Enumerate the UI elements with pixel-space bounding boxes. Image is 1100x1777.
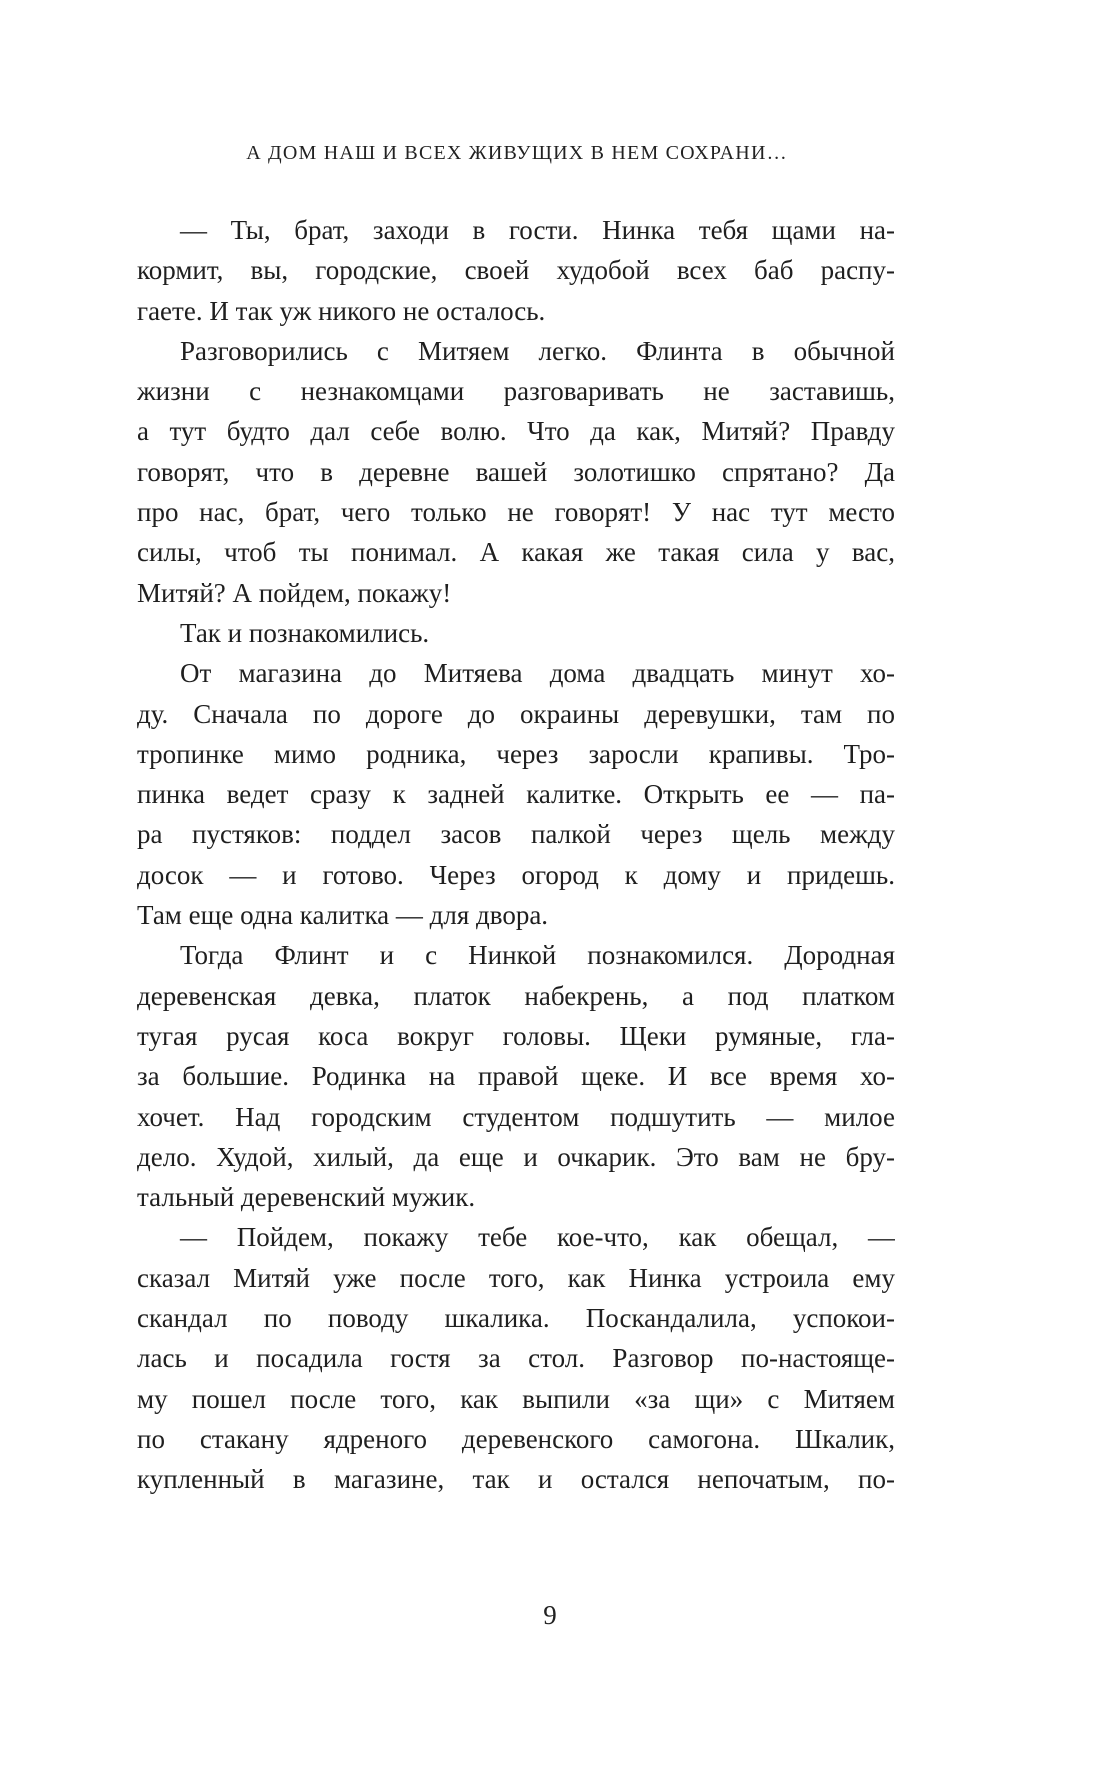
text-line: досок — и готово. Через огород к дому и придешь. <box>137 859 895 890</box>
text-line: деревенская девка, платок набекрень, а под платком <box>137 980 895 1011</box>
text-line: Тогда Флинт и с Нинкой познакомился. Дородная <box>180 940 895 971</box>
text-line: по стакану ядреного деревенского самогона. Шкалик, <box>137 1423 895 1454</box>
text-line: От магазина до Митяева дома двадцать минут хо- <box>180 658 895 689</box>
text-line: лась и посадила гостя за стол. Разговор по-настояще- <box>137 1343 895 1374</box>
text-line: сказал Митяй уже после того, как Нинка устроила ему <box>137 1262 895 1293</box>
text-line: тальный деревенский мужик. <box>137 1182 476 1213</box>
text-line: тропинке мимо родника, через заросли крапивы. Тро- <box>137 738 895 769</box>
text-line: — Пойдем, покажу тебе кое-что, как обещал, — <box>180 1222 895 1253</box>
text-line: за большие. Родинка на правой щеке. И все время хо- <box>137 1061 895 1092</box>
text-line: Так и познакомились. <box>180 617 430 648</box>
text-line: скандал по поводу шкалика. Поскандалила, успокои- <box>137 1303 895 1334</box>
text-line: тугая русая коса вокруг головы. Щеки румяные, гла- <box>137 1020 895 1051</box>
running-head: А ДОМ НАШ И ВСЕХ ЖИВУЩИХ В НЕМ СОХРАНИ… <box>246 142 788 164</box>
text-line: Разговорились с Митяем легко. Флинта в обычной <box>180 335 895 366</box>
text-line: Там еще одна калитка — для двора. <box>137 900 549 931</box>
text-line: дело. Худой, хилый, да еще и очкарик. Это вам не бру- <box>137 1141 895 1172</box>
text-line: говорят, что в деревне вашей золотишко спрятано? Да <box>137 456 895 487</box>
page-number: 9 <box>543 1600 557 1630</box>
text-line: гаете. И так уж никого не осталось. <box>137 295 546 326</box>
text-line: ра пустяков: поддел засов палкой через щель между <box>137 819 895 850</box>
text-line: ду. Сначала по дороге до окраины деревушки, там по <box>137 698 895 729</box>
text-line: силы, чтоб ты понимал. А какая же такая сила у вас, <box>137 537 895 568</box>
text-line: му пошел после того, как выпили «за щи» с Митяем <box>137 1383 895 1414</box>
text-line: хочет. Над городским студентом подшутить — милое <box>137 1101 895 1132</box>
text-line: жизни с незнакомцами разговаривать не заставишь, <box>137 376 895 407</box>
text-line: купленный в магазине, так и остался непочатым, по- <box>137 1464 895 1495</box>
body-text <box>137 210 895 1500</box>
text-line: — Ты, брат, заходи в гости. Нинка тебя щами на- <box>180 215 895 245</box>
text-line: про нас, брат, чего только не говорят! У нас тут место <box>137 497 895 528</box>
text-line: Митяй? А пойдем, покажу! <box>137 577 452 608</box>
text-line: кормит, вы, городские, своей худобой всех баб распу- <box>137 255 895 286</box>
text-line: а тут будто дал себе волю. Что да как, Митяй? Правду <box>137 416 895 447</box>
text-line: пинка ведет сразу к задней калитке. Открыть ее — па- <box>137 779 895 810</box>
